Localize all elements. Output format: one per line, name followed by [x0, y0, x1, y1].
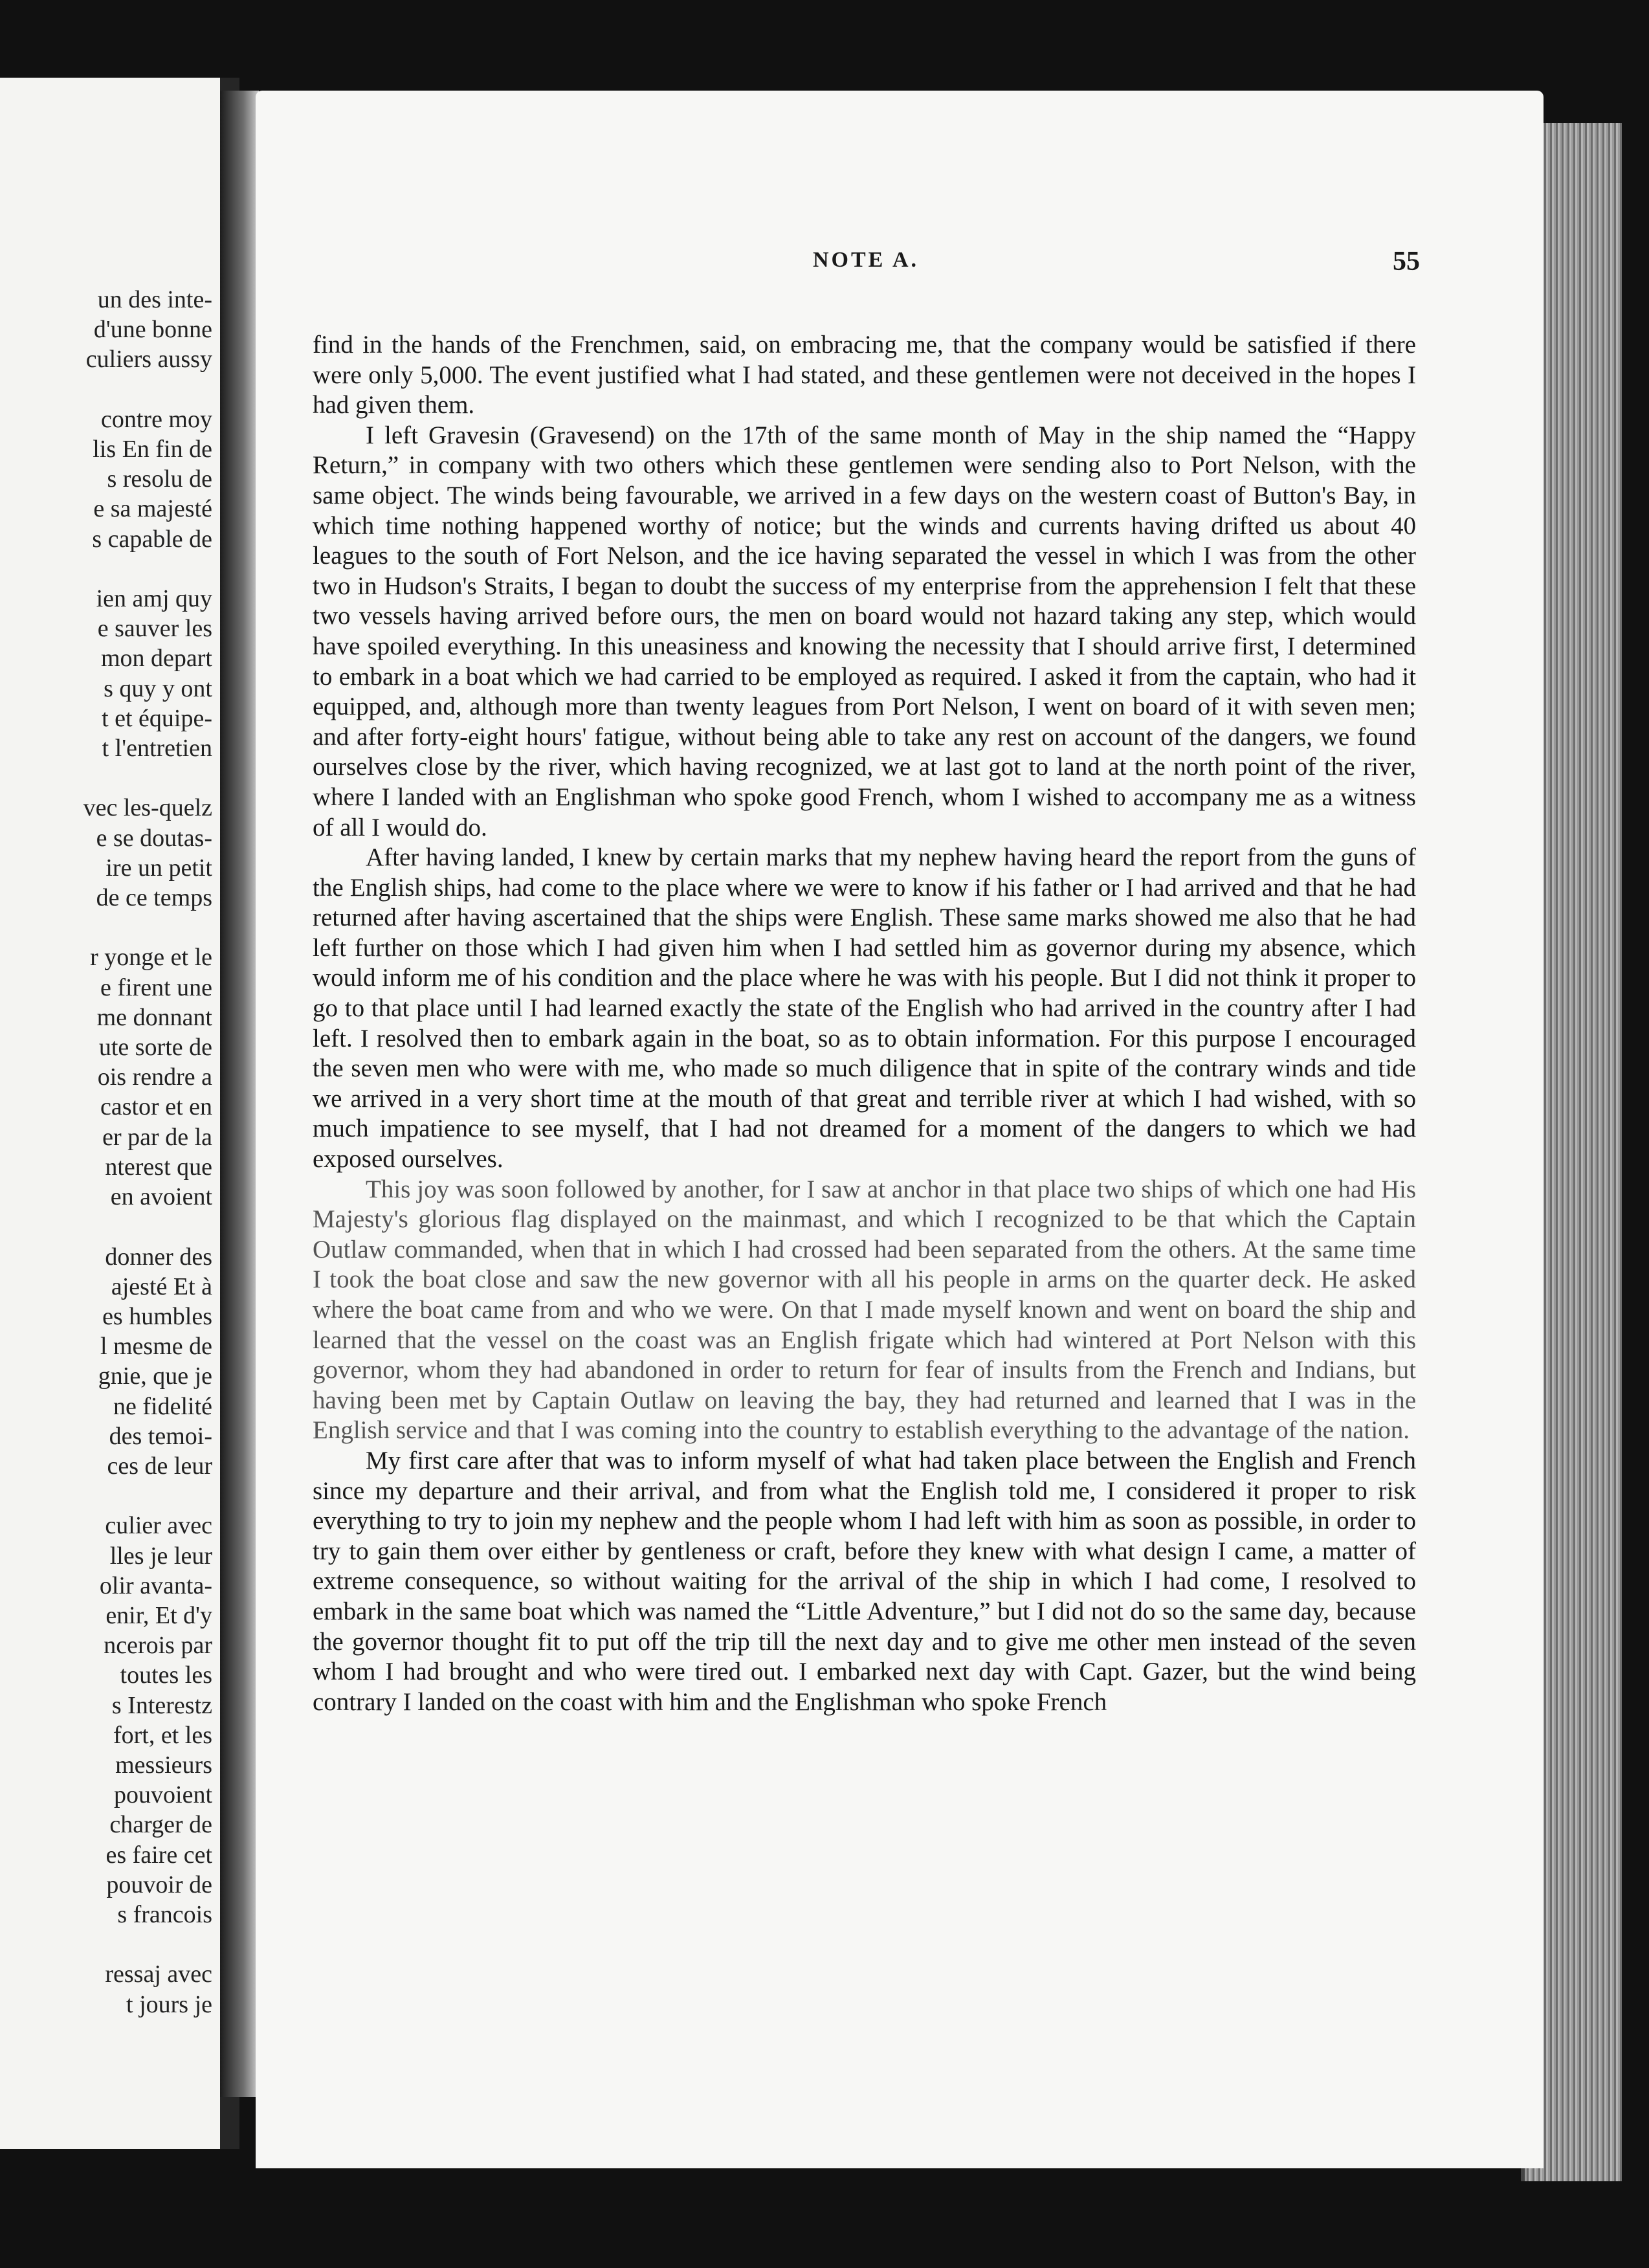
left-page-line: ncerois par	[104, 1632, 212, 1660]
left-page-line: d'une bonne	[93, 316, 212, 344]
left-page-line: contre moy	[100, 405, 212, 433]
left-page-line	[83, 763, 212, 793]
left-page-line: e sa majesté	[93, 495, 212, 523]
paragraph: My first care after that was to inform myself of what had taken place between the English and French since my departure and their arrival, and from what the English told me, I considered it proper to risk everything to try to join my nephew and the people whom I had left with him as soon as possible, in order to try to gain them over either by gentleness or craft, before they knew with what design I came, a matter of extreme consequence, so without waiting for the arrival of the ship in which I had come, I resolved to embark in the same boat which was named the “Little Adventure,” but I did not do so the same day, because the governor thought fit to put off the trip till the next day and to give me other men instead of the seven whom I had brought and who were tired out. I embarked next day with Capt. Gazer, but the wind being contrary I landed on the coast with him and the Englishman who spoke French	[313, 1446, 1416, 1716]
left-page-line: es faire cet	[105, 1841, 212, 1869]
left-page-line: s capable de	[92, 525, 212, 553]
running-head: NOTE A.	[813, 248, 920, 272]
left-page-line: culiers aussy	[85, 346, 212, 373]
left-page-line: s francois	[117, 1900, 212, 1928]
left-page-line: me donnant	[96, 1003, 212, 1031]
left-page-line: e firent une	[100, 973, 212, 1001]
left-page-line: e sauver les	[97, 615, 212, 643]
left-page-line: toutes les	[120, 1662, 212, 1689]
left-facing-page	[0, 78, 239, 2149]
paragraph: I left Gravesin (Gravesend) on the 17th of the same month of May in the ship named the “Happy Return,” in company with two others which these gentlemen were sending also to Port Nelson, with the same object. The winds being favourable, we arrived in a few days on the western coast of Button's Bay, in which time nothing happened worthy of notice; but the winds and currents having drifted us about 40 leagues to the south of Fort Nelson, and the ice having separated the vessel in which I was from the other two in Hudson's Straits, I began to doubt the success of my enterprise from the apprehension I felt that these two vessels having arrived before ours, the men on board would not hazard taking any step, which would have spoiled everything. In this uneasiness and knowing the necessity that I should arrive first, I determined to embark in a boat which we had carried to be employed as required. I asked it from the captain, who had it equipped, and, although more than twenty leagues from Port Nelson, I went on board of it with seven men; and after forty-eight hours' fatigue, without being able to take any rest on account of the dangers, we found ourselves close by the river, which having recognized, we at last got to land at the north point of the river, where I landed with an Englishman who spoke good French, whom I wished to accompany me as a witness of all I would do.	[313, 421, 1416, 841]
left-page-line: ien amj quy	[96, 585, 212, 613]
left-page-line: s Interestz	[111, 1691, 212, 1719]
left-page-line: ressaj avec	[105, 1961, 212, 1988]
left-page-text	[83, 285, 212, 2019]
left-page-line: charger de	[109, 1811, 212, 1839]
paragraph: find in the hands of the Frenchmen, said, on embracing me, that the company would be satisfied if there were only 5,000. The event justified what I had stated, and these gentlemen were not deceived in the hopes I had given them.	[313, 331, 1416, 419]
left-page-line: ne fidelité	[113, 1392, 212, 1420]
left-page-line: nterest que	[105, 1153, 212, 1181]
body-text	[313, 330, 1416, 1717]
left-page-line: ois rendre a	[97, 1063, 212, 1091]
left-page-line: donner des	[105, 1243, 212, 1271]
paragraph: This joy was soon followed by another, for I saw at anchor in that place two ships of which one had His Majesty's glorious flag displayed on the mainmast, and which I recognized to be that which the Captain Outlaw commanded, when that in which I had crossed had been separated from the others. At the same time I took the boat close and saw the new governor with all his people in arms on the quarter deck. He asked where the boat came from and who we were. On that I made myself known and went on board the ship and learned that the vessel on the coast was an English frigate which had wintered at Port Nelson with this governor, whom they had abandoned in order to return for fear of insults from the French and Indians, but having been met by Captain Outlaw on leaving the bay, they had returned and learned that I was in the English service and that I was coming into the country to establish everything to the advantage of the nation.	[313, 1175, 1416, 1445]
left-page-line	[83, 554, 212, 584]
paragraph: After having landed, I knew by certain marks that my nephew having heard the report from the guns of the English ships, had come to the place where we were to know if his father or I had arrived and that he had returned after having ascertained that the ships were English. These same marks showed me also that he had left further on those which I had given him when I had settled him as governor during my absence, which would inform me of his condition and the place where he was with his people. But I did not think it proper to go to that place until I had learned exactly the state of the English who had arrived in the country after I had left. I resolved then to embark again in the boat, so as to obtain information. For this purpose I encouraged the seven men who were with me, who made so much diligence that in spite of the contrary winds and tide we arrived in a very short time at the mouth of that great and terrible river at which I had wished, with so much impatience to see myself, that I had not dreamed for a moment of the dangers to which we had exposed ourselves.	[313, 843, 1416, 1173]
left-page-line: t jours je	[126, 1990, 212, 2018]
left-page-line: e se doutas-	[96, 824, 212, 852]
left-page-line: gnie, que je	[98, 1362, 212, 1390]
left-page-line: l mesme de	[100, 1333, 212, 1361]
left-page-line	[83, 375, 212, 405]
left-page-line	[83, 913, 212, 942]
left-page-line	[83, 1212, 212, 1241]
left-page-line: pouvoir de	[106, 1871, 212, 1898]
left-page-line	[83, 1481, 212, 1511]
left-page-line: t et équipe-	[102, 704, 212, 732]
left-page-line: lles je leur	[109, 1542, 212, 1570]
book-gutter	[220, 91, 259, 2097]
left-page-line: vec les-quelz	[83, 794, 212, 822]
left-page-line: es humbles	[102, 1302, 212, 1330]
left-page-line: un des inte-	[97, 286, 212, 313]
left-page-line: fort, et les	[113, 1721, 212, 1749]
left-page-line: ajesté Et à	[111, 1273, 212, 1300]
left-page-line: er par de la	[102, 1123, 212, 1151]
page-number: 55	[1393, 247, 1420, 276]
left-page-line: s resolu de	[107, 465, 212, 493]
left-page-line: t l'entretien	[102, 735, 212, 762]
left-page-line: messieurs	[115, 1751, 212, 1779]
left-page-line: de ce temps	[96, 884, 212, 912]
left-page-line: ces de leur	[107, 1452, 212, 1480]
left-page-line: s quy y ont	[104, 674, 212, 702]
left-page-line: olir avanta-	[99, 1572, 212, 1599]
left-page-line: mon depart	[100, 645, 212, 673]
left-page-line: en avoient	[110, 1183, 212, 1211]
left-page-line: r yonge et le	[90, 944, 212, 972]
left-page-line	[83, 1929, 212, 1959]
left-page-line: castor et en	[100, 1093, 212, 1121]
left-page-line: ute sorte de	[98, 1034, 212, 1062]
left-page-line: lis En fin de	[93, 436, 212, 463]
left-page-line: ire un petit	[105, 854, 212, 882]
left-page-line: culier avec	[105, 1512, 212, 1540]
left-page-line: pouvoient	[114, 1781, 212, 1809]
left-page-line: des temoi-	[109, 1422, 212, 1450]
left-page-line: enir, Et d'y	[105, 1601, 212, 1629]
